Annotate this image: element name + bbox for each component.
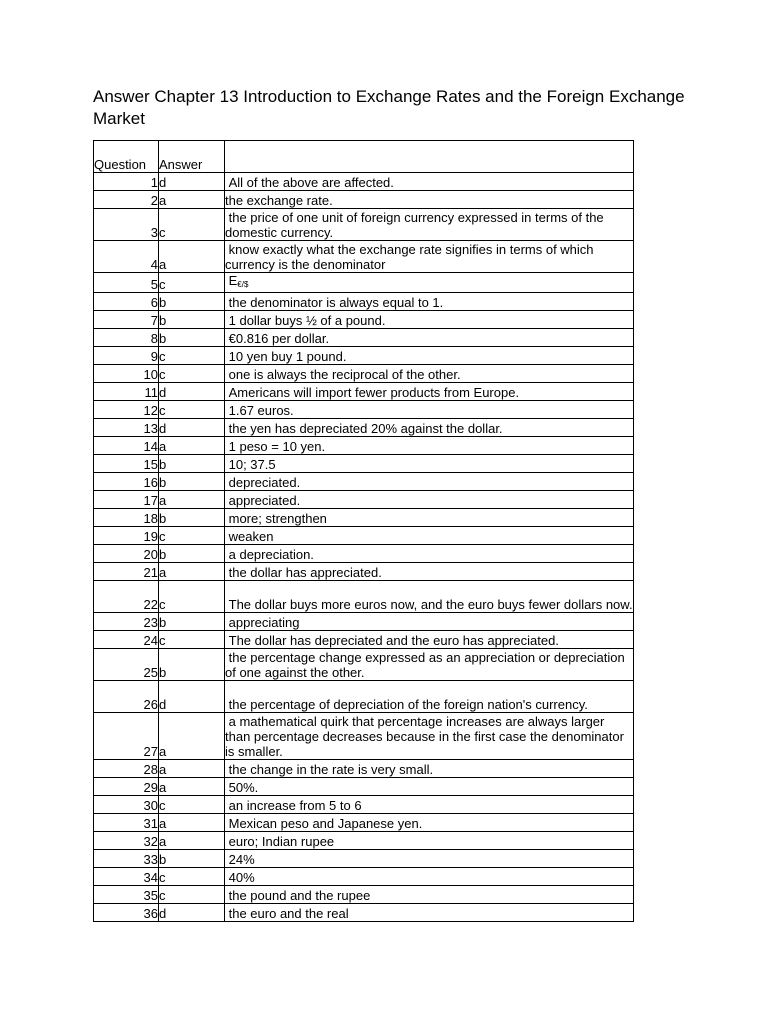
answer-text-main: 50%. bbox=[225, 780, 259, 795]
question-number: 17 bbox=[94, 491, 159, 509]
answer-letter: c bbox=[159, 365, 225, 383]
table-row bbox=[94, 850, 634, 868]
answer-letter: b bbox=[159, 850, 225, 868]
answer-text-main: Mexican peso and Japanese yen. bbox=[225, 816, 423, 831]
answer-text bbox=[225, 509, 634, 527]
answer-letter: c bbox=[159, 886, 225, 904]
question-number: 13 bbox=[94, 419, 159, 437]
question-number: 6 bbox=[94, 293, 159, 311]
answer-letter: a bbox=[159, 191, 225, 209]
answer-letter: a bbox=[159, 713, 225, 760]
answer-letter: c bbox=[159, 347, 225, 365]
question-number: 36 bbox=[94, 904, 159, 922]
answer-letter: d bbox=[159, 419, 225, 437]
table-row bbox=[94, 209, 634, 241]
question-number: 34 bbox=[94, 868, 159, 886]
answer-text-main: 10; 37.5 bbox=[225, 457, 276, 472]
answer-text bbox=[225, 886, 634, 904]
answer-text bbox=[225, 329, 634, 347]
answer-letter: c bbox=[159, 273, 225, 293]
answer-text-main: 1 dollar buys ½ of a pound. bbox=[225, 313, 386, 328]
answer-letter: b bbox=[159, 293, 225, 311]
answer-letter: c bbox=[159, 868, 225, 886]
answer-text bbox=[225, 455, 634, 473]
answer-text-main: 1.67 euros. bbox=[225, 403, 294, 418]
answer-letter: d bbox=[159, 681, 225, 713]
answer-letter: a bbox=[159, 437, 225, 455]
answer-text bbox=[225, 796, 634, 814]
answer-text-main: appreciating bbox=[225, 615, 300, 630]
answer-text-main: the pound and the rupee bbox=[225, 888, 371, 903]
table-row bbox=[94, 437, 634, 455]
answer-text bbox=[225, 832, 634, 850]
answer-text bbox=[225, 173, 634, 191]
question-number: 32 bbox=[94, 832, 159, 850]
answer-text-main: more; strengthen bbox=[225, 511, 327, 526]
table-row bbox=[94, 241, 634, 273]
answer-text bbox=[225, 365, 634, 383]
table-row bbox=[94, 173, 634, 191]
answer-text bbox=[225, 401, 634, 419]
answer-letter: c bbox=[159, 796, 225, 814]
answer-text-main: the yen has depreciated 20% against the dollar. bbox=[225, 421, 503, 436]
answer-text-main: 1 peso = 10 yen. bbox=[225, 439, 326, 454]
question-number: 33 bbox=[94, 850, 159, 868]
page-title: Answer Chapter 13 Introduction to Exchange Rates and the Foreign Exchange Market bbox=[93, 87, 685, 128]
question-number: 28 bbox=[94, 760, 159, 778]
question-number: 29 bbox=[94, 778, 159, 796]
answer-text-main: euro; Indian rupee bbox=[225, 834, 335, 849]
answer-letter: b bbox=[159, 613, 225, 631]
table-row bbox=[94, 613, 634, 631]
answer-text bbox=[225, 209, 634, 241]
answer-text bbox=[225, 868, 634, 886]
answer-table bbox=[93, 140, 634, 922]
answer-text-main: a depreciation. bbox=[225, 547, 314, 562]
answer-letter: b bbox=[159, 473, 225, 491]
answer-text-main: the price of one unit of foreign currency expressed in terms of the domestic currency. bbox=[225, 210, 608, 240]
question-number: 15 bbox=[94, 455, 159, 473]
answer-text bbox=[225, 545, 634, 563]
header-answer: Answer bbox=[159, 141, 225, 173]
answer-text-main: The dollar has depreciated and the euro has appreciated. bbox=[225, 633, 559, 648]
question-number: 2 bbox=[94, 191, 159, 209]
answer-text-main: Americans will import fewer products from Europe. bbox=[225, 385, 520, 400]
answer-letter: b bbox=[159, 545, 225, 563]
table-row bbox=[94, 581, 634, 613]
question-number: 5 bbox=[94, 273, 159, 293]
table-row bbox=[94, 311, 634, 329]
answer-letter: c bbox=[159, 581, 225, 613]
answer-text bbox=[225, 311, 634, 329]
answer-text bbox=[225, 383, 634, 401]
table-row bbox=[94, 814, 634, 832]
answer-text bbox=[225, 814, 634, 832]
question-number: 21 bbox=[94, 563, 159, 581]
table-row bbox=[94, 383, 634, 401]
table-row bbox=[94, 563, 634, 581]
table-row bbox=[94, 419, 634, 437]
table-row bbox=[94, 681, 634, 713]
answer-text-main: All of the above are affected. bbox=[225, 175, 394, 190]
question-number: 9 bbox=[94, 347, 159, 365]
table-row bbox=[94, 713, 634, 760]
answer-text-main: 40% bbox=[225, 870, 255, 885]
table-row bbox=[94, 293, 634, 311]
answer-letter: d bbox=[159, 173, 225, 191]
answer-text-main: the dollar has appreciated. bbox=[225, 565, 382, 580]
question-number: 22 bbox=[94, 581, 159, 613]
table-row bbox=[94, 904, 634, 922]
table-row bbox=[94, 455, 634, 473]
answer-letter: c bbox=[159, 209, 225, 241]
answer-text-main: the percentage of depreciation of the foreign nation's currency. bbox=[225, 697, 588, 712]
answer-letter: a bbox=[159, 563, 225, 581]
answer-text-main: the change in the rate is very small. bbox=[225, 762, 434, 777]
question-number: 27 bbox=[94, 713, 159, 760]
answer-text-main: E bbox=[225, 273, 238, 288]
table-row bbox=[94, 631, 634, 649]
answer-text bbox=[225, 241, 634, 273]
answer-text-main: weaken bbox=[225, 529, 274, 544]
answer-letter: a bbox=[159, 778, 225, 796]
answer-letter: a bbox=[159, 832, 225, 850]
answer-text-main: an increase from 5 to 6 bbox=[225, 798, 362, 813]
table-row bbox=[94, 491, 634, 509]
answer-text bbox=[225, 778, 634, 796]
answer-text bbox=[225, 419, 634, 437]
answer-text bbox=[225, 631, 634, 649]
table-row bbox=[94, 365, 634, 383]
table-row bbox=[94, 649, 634, 681]
answer-letter: a bbox=[159, 491, 225, 509]
answer-letter: d bbox=[159, 904, 225, 922]
table-row bbox=[94, 868, 634, 886]
table-row bbox=[94, 473, 634, 491]
table-row bbox=[94, 832, 634, 850]
answer-text-main: 10 yen buy 1 pound. bbox=[225, 349, 347, 364]
question-number: 11 bbox=[94, 383, 159, 401]
question-number: 16 bbox=[94, 473, 159, 491]
header-question: Question bbox=[94, 141, 159, 173]
answer-text-main: know exactly what the exchange rate signifies in terms of which currency is the denominator bbox=[225, 242, 598, 272]
table-row bbox=[94, 527, 634, 545]
table-row bbox=[94, 401, 634, 419]
question-number: 7 bbox=[94, 311, 159, 329]
question-number: 4 bbox=[94, 241, 159, 273]
answer-letter: b bbox=[159, 509, 225, 527]
answer-text-main: the percentage change expressed as an appreciation or depreciation of one against the other. bbox=[225, 650, 629, 680]
question-number: 30 bbox=[94, 796, 159, 814]
question-number: 25 bbox=[94, 649, 159, 681]
answer-text bbox=[225, 293, 634, 311]
answer-letter: c bbox=[159, 401, 225, 419]
answer-text-subscript: €/$ bbox=[237, 280, 249, 289]
table-row bbox=[94, 796, 634, 814]
table-row bbox=[94, 509, 634, 527]
answer-letter: b bbox=[159, 455, 225, 473]
question-number: 18 bbox=[94, 509, 159, 527]
header-blank bbox=[225, 141, 634, 173]
answer-text bbox=[225, 850, 634, 868]
answer-text bbox=[225, 713, 634, 760]
answer-letter: d bbox=[159, 383, 225, 401]
question-number: 26 bbox=[94, 681, 159, 713]
table-row bbox=[94, 347, 634, 365]
answer-text-main: one is always the reciprocal of the other. bbox=[225, 367, 461, 382]
table-row bbox=[94, 545, 634, 563]
table-row bbox=[94, 329, 634, 347]
answer-text bbox=[225, 613, 634, 631]
answer-text bbox=[225, 563, 634, 581]
table-row bbox=[94, 778, 634, 796]
answer-text bbox=[225, 681, 634, 713]
answer-text bbox=[225, 760, 634, 778]
answer-letter: b bbox=[159, 649, 225, 681]
answer-text bbox=[225, 273, 634, 293]
question-number: 19 bbox=[94, 527, 159, 545]
answer-text bbox=[225, 437, 634, 455]
question-number: 14 bbox=[94, 437, 159, 455]
answer-text bbox=[225, 491, 634, 509]
answer-letter: b bbox=[159, 311, 225, 329]
question-number: 23 bbox=[94, 613, 159, 631]
answer-text-main: the euro and the real bbox=[225, 906, 349, 921]
answer-letter: a bbox=[159, 241, 225, 273]
answer-text bbox=[225, 347, 634, 365]
question-number: 12 bbox=[94, 401, 159, 419]
answer-text-main: €0.816 per dollar. bbox=[225, 331, 330, 346]
answer-letter: b bbox=[159, 329, 225, 347]
table-row bbox=[94, 273, 634, 293]
question-number: 8 bbox=[94, 329, 159, 347]
question-number: 35 bbox=[94, 886, 159, 904]
answer-text-main: the denominator is always equal to 1. bbox=[225, 295, 444, 310]
answer-text bbox=[225, 649, 634, 681]
answer-letter: a bbox=[159, 760, 225, 778]
answer-text bbox=[225, 581, 634, 613]
question-number: 31 bbox=[94, 814, 159, 832]
table-row bbox=[94, 191, 634, 209]
table-row bbox=[94, 760, 634, 778]
header-row bbox=[94, 141, 634, 173]
answer-text-main: depreciated. bbox=[225, 475, 301, 490]
question-number: 10 bbox=[94, 365, 159, 383]
answer-letter: c bbox=[159, 527, 225, 545]
question-number: 24 bbox=[94, 631, 159, 649]
answer-rows bbox=[94, 173, 634, 922]
answer-text-main: The dollar buys more euros now, and the euro buys fewer dollars now. bbox=[225, 597, 633, 612]
answer-text-main: 24% bbox=[225, 852, 255, 867]
table-row bbox=[94, 886, 634, 904]
answer-text-main: a mathematical quirk that percentage increases are always larger than percentage decreases because in the first case the denominator is smaller. bbox=[225, 714, 628, 759]
answer-text bbox=[225, 904, 634, 922]
answer-text bbox=[225, 473, 634, 491]
question-number: 20 bbox=[94, 545, 159, 563]
answer-text bbox=[225, 527, 634, 545]
answer-text-main: the exchange rate. bbox=[225, 193, 333, 208]
question-number: 1 bbox=[94, 173, 159, 191]
answer-letter: c bbox=[159, 631, 225, 649]
answer-letter: a bbox=[159, 814, 225, 832]
answer-text bbox=[225, 191, 634, 209]
answer-text-main: appreciated. bbox=[225, 493, 301, 508]
question-number: 3 bbox=[94, 209, 159, 241]
